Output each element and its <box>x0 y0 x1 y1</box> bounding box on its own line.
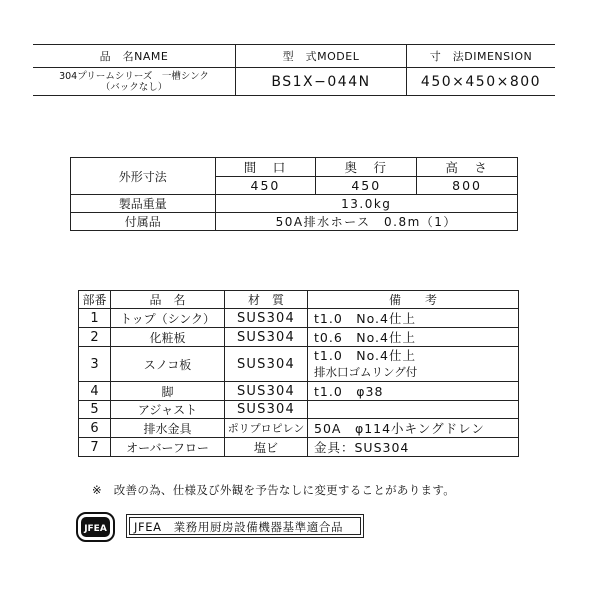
part-material: 塩ビ <box>225 438 308 457</box>
part-name: アジャスト <box>111 401 225 419</box>
part-name: オーバーフロー <box>111 438 225 457</box>
height-value: 800 <box>417 177 518 195</box>
part-name: 脚 <box>111 382 225 401</box>
weight-label: 製品重量 <box>71 195 216 213</box>
depth-header: 奥 行 <box>316 158 417 177</box>
part-material: SUS304 <box>225 401 308 419</box>
part-no: 1 <box>79 309 111 328</box>
height-header: 高 さ <box>417 158 518 177</box>
part-note-line1: t1.0 No.4仕上 <box>314 348 416 363</box>
part-note <box>308 347 519 382</box>
jfea-logo <box>76 512 115 542</box>
part-name: 化粧板 <box>111 328 225 347</box>
part-note: t1.0 No.4仕上 <box>308 309 519 328</box>
width-header: 間 口 <box>215 158 316 177</box>
part-note-line2: 排水口ゴムリング付 <box>314 365 418 379</box>
part-no: 4 <box>79 382 111 401</box>
parts-header-material: 材 質 <box>225 291 308 309</box>
certification-box <box>126 514 364 538</box>
part-name: 排水金具 <box>111 419 225 438</box>
part-material: SUS304 <box>225 328 308 347</box>
part-no: 2 <box>79 328 111 347</box>
part-material: ポリプロピレン <box>225 419 308 438</box>
parts-header-name: 品 名 <box>111 291 225 309</box>
part-note: 50A φ114小キングドレン <box>308 419 519 438</box>
part-material: SUS304 <box>225 347 308 382</box>
width-value: 450 <box>215 177 316 195</box>
table-row <box>79 438 519 457</box>
part-name: トップ（シンク） <box>111 309 225 328</box>
part-note: t0.6 No.4仕上 <box>308 328 519 347</box>
table-row <box>79 382 519 401</box>
accessory-label: 付属品 <box>71 213 216 231</box>
part-no: 6 <box>79 419 111 438</box>
footnote: ※ 改善の為、仕様及び外観を予告なしに変更することがあります。 <box>92 483 456 497</box>
name-header: 品 名NAME <box>33 45 236 68</box>
table-row <box>79 419 519 438</box>
table-row <box>79 328 519 347</box>
dimension-header: 寸 法DIMENSION <box>407 45 556 68</box>
product-name <box>33 68 236 96</box>
certification-text: JFEA 業務用厨房設備機器基準適合品 <box>129 517 361 535</box>
table-row <box>79 347 519 382</box>
outer-dim-label: 外形寸法 <box>71 158 216 195</box>
product-name-line2: （バックなし） <box>100 81 168 93</box>
product-table <box>33 44 555 96</box>
part-material: SUS304 <box>225 382 308 401</box>
part-no: 5 <box>79 401 111 419</box>
parts-table <box>78 290 519 457</box>
part-material: SUS304 <box>225 309 308 328</box>
model-header: 型 式MODEL <box>236 45 407 68</box>
part-no: 3 <box>79 347 111 382</box>
part-note: t1.0 φ38 <box>308 382 519 401</box>
parts-header-no: 部番 <box>79 291 111 309</box>
product-name-line1: 304プリームシリーズ 一槽シンク <box>59 70 209 82</box>
jfea-logo-text: JFEA <box>84 524 107 534</box>
weight-value: 13.0kg <box>215 195 517 213</box>
part-no: 7 <box>79 438 111 457</box>
product-model: BS1X−044N <box>236 68 407 96</box>
spec-table <box>70 157 518 231</box>
parts-header-note: 備 考 <box>308 291 519 309</box>
depth-value: 450 <box>316 177 417 195</box>
product-dimension: 450×450×800 <box>407 68 556 96</box>
table-row <box>79 309 519 328</box>
part-note <box>308 401 519 419</box>
part-name: スノコ板 <box>111 347 225 382</box>
table-row <box>79 401 519 419</box>
part-note: 金具：SUS304 <box>308 438 519 457</box>
accessory-value: 50A排水ホース 0.8m（1） <box>215 213 517 231</box>
